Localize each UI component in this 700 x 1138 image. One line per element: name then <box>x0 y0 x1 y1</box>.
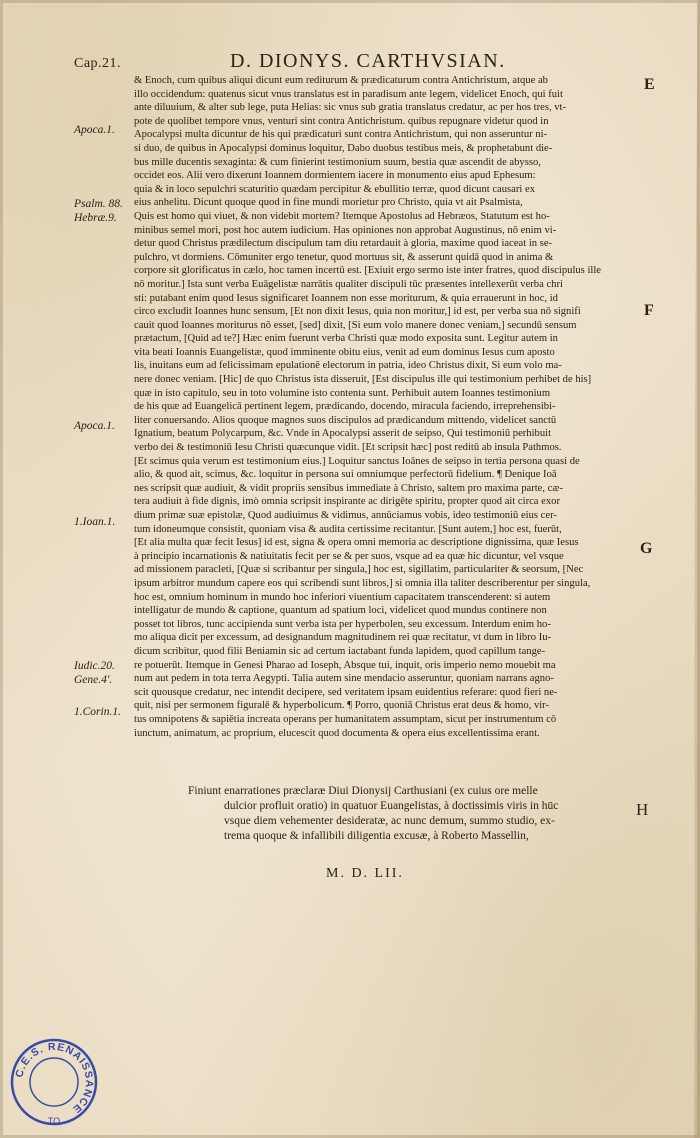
text-line: iunctum, animatum, ac proprium, elucescit quod documenta & opera eius excellentissima erant. <box>134 727 540 739</box>
text-line: mo aliqua dicit per excessum, ad designandum magnitudinem rei quæ recitatur, vt dum in libro Iu- <box>134 632 552 644</box>
text-line: hoc est, omnium hominum in mundo hoc inferiori viuentium capacitatem transcenderent: si autem <box>134 591 551 603</box>
imprint-date: M. D. LII. <box>326 866 404 881</box>
text-line: [Et alia multa quæ fecit Iesus] id est, signa & opera omni memoria ac descriptione dignissima, quæ Iesus <box>134 537 579 549</box>
signature-mark-e: E <box>644 76 655 93</box>
margin-note: Apoca.1. <box>74 420 115 432</box>
text-line: quia & in loco sepulchri scaturitio quædam percipitur & ebullitio terræ, quod dicunt causari ex <box>134 183 535 195</box>
text-line: ad missionem paracleti, [Quæ si scribantur per singula,] hoc est, sigillatim, particulariter & seorsum, [Nec <box>134 564 584 576</box>
signature-mark-g: G <box>640 540 653 557</box>
text-line: detur quod Christus prædilectum discipulum tam diu retardauit à gloria, maxime quod iaceat in se- <box>134 238 553 250</box>
signature-mark-h: H <box>636 800 649 819</box>
margin-note: Iudic.20. <box>74 660 115 672</box>
text-line: quit, nisi per sermonem figuralē & hyperbolicum. ¶ Porro, quoniā Christus erat deus & homo, vir- <box>134 700 550 712</box>
margin-note: 1.Ioan.1. <box>74 516 116 528</box>
text-line: alio, & quod ait, scimus, &c. loquitur in persona sui omniumque perfectorū fidelium. ¶ Denique Ioā <box>134 469 557 481</box>
text-line: eius anhelitu. Dicunt quoque quod in fine mundi morietur pro Christo, quia vt ait Psalmista, <box>134 197 523 209</box>
text-line: occidet eos. Alii vero dixerunt Ioannem dormientem iacere in monumento eius apud Ephesum: <box>134 170 536 182</box>
colophon-line: dulcior profluit oratio) in quatuor Euangelistas, à doctissimis viris in hūc <box>224 800 559 812</box>
text-line: tum idoneumque consistit, quoniam visa & audita certissime recitantur. [Sunt autem,] hoc est, fuerūt, <box>134 523 562 535</box>
running-title: D. DIONYS. CARTHVSIAN. <box>230 50 506 72</box>
text-line: & Enoch, cum quibus aliqui dicunt eum rediturum & prædicaturum contra Antichristum, atque ab <box>134 75 548 86</box>
text-line: [Et scimus quia verum est testimonium eius.] Loquitur sanctus Ioānes de seipso in tertia persona quasi de <box>134 455 580 467</box>
text-line: minibus semel mori, post hoc autem iudicium. Has opiniones non approbat Augustinus, nō enim vi- <box>134 224 557 236</box>
stamp-text: C.E.S. RENAISSANCE <box>13 1040 96 1116</box>
text-line: dicum scribitur, quod filii Beniamin sic ad certum iactabant funda lapidem, quod capillum tange- <box>134 645 546 657</box>
text-line: Quis est homo qui viuet, & non videbit mortem? Itemque Apostolus ad Hebræos, Statutum est ho- <box>134 210 550 222</box>
text-line: de his quæ ad Euangelicā pertinent legem, prædicando, docendo, miracula faciendo, irreprehensibi- <box>134 401 556 413</box>
stamp-subtext: TO <box>47 1116 61 1126</box>
text-line: num aut pedem in tota terra Aegypti. Talia autem sine mendacio asseruntur, quoniam narrans agno- <box>134 673 554 685</box>
text-line: Ignatium, beatum Polycarpum, &c. Vnde in Apocalypsi asserit de seipso, Qui testimoniū perhibuit <box>134 428 552 440</box>
text-line: illo occidendum: quatenus sicut vnus translatus est in paradisum ante legem, videlicet Enoch, qui fuit <box>134 88 563 100</box>
text-line: corpore sit glorificatus in cælo, hoc tamen incertū est. [Exiuit ergo sermo iste inter fratres, quod discipulus ille <box>134 265 601 277</box>
page-header <box>0 46 700 76</box>
text-line: dium primæ suæ epistolæ, Quod audiuimus & vidimus, annūciamus vobis, ideo testimoniū eius cer- <box>134 510 557 521</box>
margin-note: 1.Corin.1. <box>74 706 121 718</box>
text-line: posset tot libros, tunc accipienda sunt verba ista per hyperbolen, seu excessum. Interdum enim ho- <box>134 618 551 630</box>
text-line: sti: putabant enim quod Iesus significaret Ioannem non esse moriturum, & quia errauerunt in hoc, id <box>134 292 558 304</box>
colophon-line: Finiunt enarrationes præclaræ Diui Dionysij Carthusiani (ex cuius ore melle <box>188 785 538 797</box>
library-stamp <box>8 1036 100 1128</box>
text-line: cauit quod Ioannes moriturus nō esset, [sed] dixit, [Si eum volo manere donec veniam,] secundū sensum <box>134 319 577 331</box>
text-line: vita beati Ioannis Euangelistæ, quod imminente obitu eius, venit ad eum dominus Iesus cum aposto <box>134 346 555 358</box>
text-line: à principio incarnationis & natiuitatis fecit per se & per suos, vsque ad ea quæ hic dicuntur, vel vsque <box>134 550 564 562</box>
text-line: nere donec veniam. [Hic] de quo Christus ista disseruit, [Est discipulus ille qui testimonium perhibet de his] <box>134 374 592 386</box>
margin-note: Psalm. 88. <box>74 198 123 210</box>
colophon-line: vsque diem vehementer desideratæ, ac nunc demum, summo studio, ex- <box>224 815 555 827</box>
text-line: circo excludit Ioannes hunc sensum, [Et non dixit Iesus, quia non moritur,] id est, per verba sua nō signifi <box>134 306 581 318</box>
text-line: nes scripsit quæ audiuit, & vidit propriis sensibus immediate à Christo, saltem pro maxima parte, cæ- <box>134 482 563 494</box>
text-line: tera audiuit à fide dignis, imò omnia scripsit inspirante ac dirigēte spiritu, propter quod ait circa exor <box>134 496 560 508</box>
margin-note: Gene.4'. <box>74 674 113 686</box>
commentary-text <box>134 74 634 740</box>
margin-note: Apoca.1. <box>74 124 115 136</box>
text-line: liter conuersando. Alios quoque magnos suos discipulos ad prædicandum mittendo, videlicet sanctū <box>134 414 557 426</box>
text-line: verbo dei & testimoniū Iesu Christi quæcunque vidit. [Et scripsit hæc] post reditū ab insula Pathmos. <box>134 442 562 454</box>
text-line: pulchro, vt dormiens. Cōmuniter ergo tenetur, quod mortuus sit, & asserunt quidā quod in anima & <box>134 251 554 263</box>
colophon <box>186 784 606 844</box>
signature-mark-f: F <box>644 302 654 319</box>
text-line: bus mille ducentis sexaginta: & cum finierint testimonium suum, bestia quæ ascendit de abysso, <box>134 156 541 168</box>
text-line: intelligatur de mundo & captione, quantum ad spatium loci, videlicet quod mundus continere non <box>134 605 547 617</box>
text-line: pote de quolibet tempore vnus, venturi sint contra Antichristum. quibus repugnare videtur quod in <box>134 115 549 127</box>
text-line: nō moritur.] Ista sunt verba Euāgelistæ narrātis qualiter discipuli tūc præsentes intellexerūt verba chri <box>134 278 563 290</box>
text-line: Apocalypsi multa dicuntur de his qui prædicaturi sunt contra Antichristum, qui non asseruntur ni- <box>134 129 548 141</box>
text-line: re potuerūt. Itemque in Genesi Pharao ad Ioseph, Absque tui, inquit, oris imperio nemo mouebit ma <box>134 659 556 671</box>
text-line: ipsum arbitror mundum capere eos qui scribendi sunt libros,] si omnia illa taliter describerentur per singula, <box>134 577 591 589</box>
text-line: scit quousque credatur, nec intendit decipere, sed veritatem ipsam euidentius referare: quod fieri ne- <box>134 686 558 698</box>
text-line: tus omnipotens & sapiētia increata operans per humanitatem assumptam, sicut per instrumentum cō <box>134 713 557 725</box>
text-line: prætactum, [Quid ad te?] Hæc enim fuerunt verba Christi quæ modo exposita sunt. Legitur autem in <box>134 333 558 345</box>
text-line: lis, inuitans eum ad felicissimam epulationē electorum in patria, ideo Christus dixit, Si eum volo ma- <box>134 360 562 372</box>
text-line: ante diluuium, & alter sub lege, puta Helias: sic vnus sub gratia translatus credatur, ac per hos tres, vt- <box>134 102 567 114</box>
chapter-heading: Cap.21. <box>74 56 122 71</box>
colophon-line: trema quoque & infallibili diligentia excusæ, à Roberto Massellin, <box>224 830 529 842</box>
margin-note: Hebræ.9. <box>74 212 117 224</box>
text-line: quæ in isto capitulo, seu in toto volumine isto contenta sunt. Perhibuit autem Ioannes testimonium <box>134 387 551 399</box>
text-line: si duo, de quibus in Apocalypsi dominus loquitur, Dabo duobus testibus meis, & prophetabunt die- <box>134 142 553 154</box>
